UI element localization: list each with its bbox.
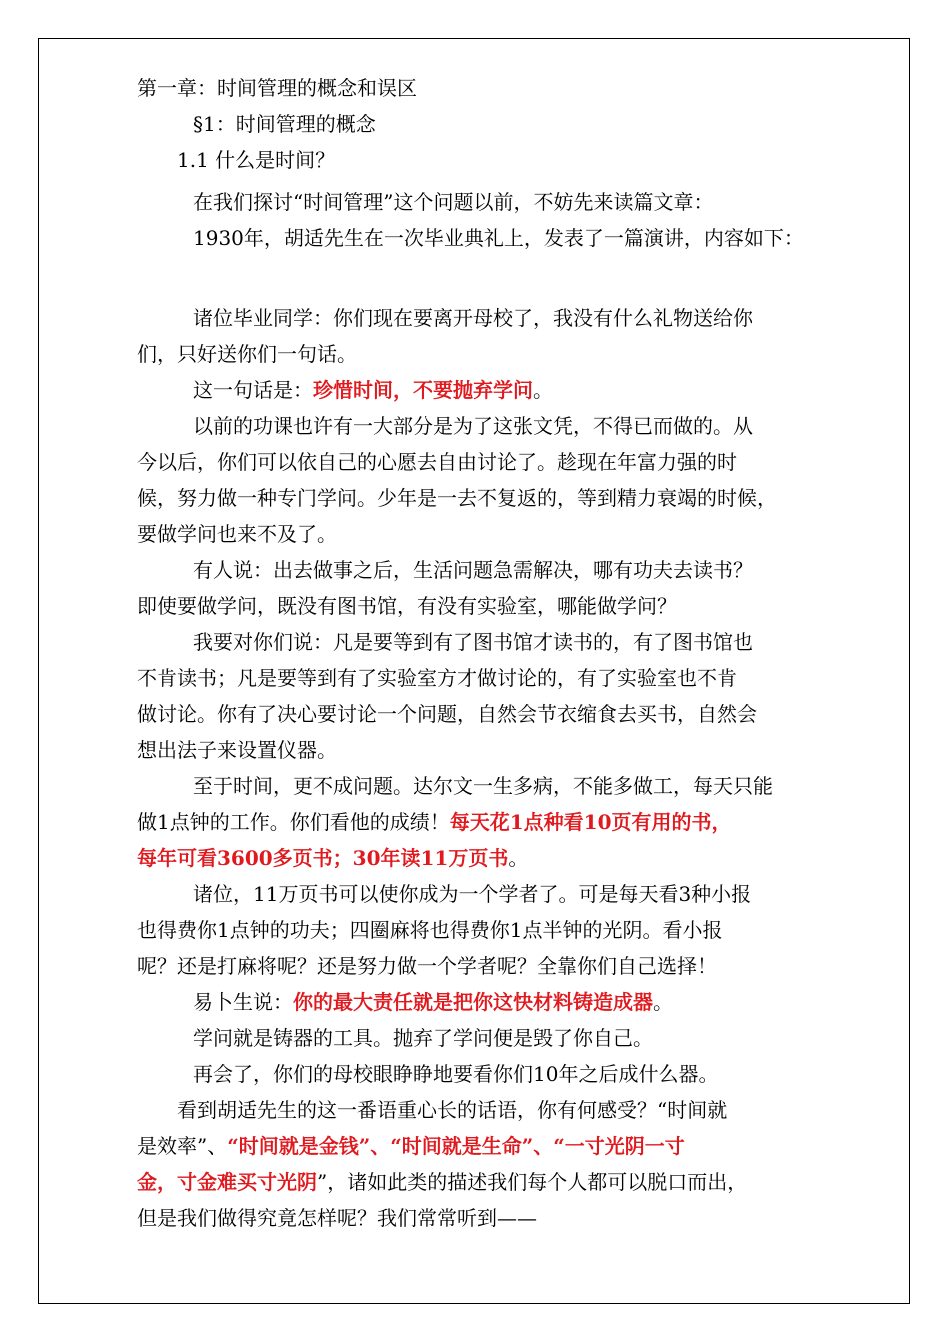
paragraph-line: 我要对你们说：凡是要等到有了图书馆才读书的，有了图书馆也 [193, 630, 753, 654]
text-run: 是效率”、 [137, 1134, 228, 1158]
chapter-title: 第一章：时间管理的概念和误区 [137, 76, 417, 100]
highlight-text: 你的最大责任就是把你这快材料铸造成器 [293, 990, 653, 1014]
paragraph-line: 也得费你1点钟的功夫；四圈麻将也得费你1点半钟的光阴。看小报 [137, 918, 723, 942]
highlight-text: 每年可看3600多页书；30年读11万页书 [137, 846, 509, 870]
document-body [137, 70, 827, 1236]
paragraph-line: 做讨论。你有了决心要讨论一个问题，自然会节衣缩食去买书，自然会 [137, 702, 757, 726]
paragraph-line: 今以后，你们可以依自己的心愿去自由讨论了。趁现在年富力强的时 [137, 450, 737, 474]
paragraph-line [137, 1128, 827, 1164]
paragraph-line [137, 840, 827, 876]
paragraph-line: 至于时间，更不成问题。达尔文一生多病，不能多做工，每天只能 [193, 774, 773, 798]
paragraph-line [137, 1164, 827, 1200]
section-title: §1：时间管理的概念 [193, 112, 376, 136]
paragraph-line: 以前的功课也许有一大部分是为了这张文凭，不得已而做的。从 [193, 414, 753, 438]
paragraph-line: 再会了，你们的母校眼睁睁地要看你们10年之后成什么器。 [193, 1062, 719, 1086]
paragraph-line: 想出法子来设置仪器。 [137, 738, 337, 762]
highlight-text: “时间就是金钱”、“时间就是生命”、“一寸光阴一寸 [227, 1134, 685, 1158]
paragraph-line: 呢？还是打麻将呢？还是努力做一个学者呢？全靠你们自己选择！ [137, 954, 717, 978]
text-run: 。 [533, 378, 553, 402]
text-run: 。 [653, 990, 673, 1014]
paragraph-line: 即使要做学问，既没有图书馆，有没有实验室，哪能做学问？ [137, 594, 677, 618]
paragraph-line [137, 984, 827, 1020]
text-run: 。 [508, 846, 529, 870]
paragraph-line: 们，只好送你们一句话。 [137, 342, 357, 366]
text-run: 做1点钟的工作。你们看他的成绩！ [137, 810, 450, 834]
paragraph-line: 候，努力做一种专门学问。少年是一去不复返的，等到精力衰竭的时候， [137, 486, 777, 510]
paragraph-line: 诸位，11万页书可以使你成为一个学者了。可是每天看3种小报 [193, 882, 752, 906]
intro-line: 1930年，胡适先生在一次毕业典礼上，发表了一篇演讲，内容如下： [193, 226, 804, 250]
paragraph-line [137, 372, 827, 408]
paragraph-line [137, 804, 827, 840]
paragraph-line: 有人说：出去做事之后，生活问题急需解决，哪有功夫去读书？ [193, 558, 753, 582]
highlight-text: 每天花1点种看10页有用的书， [449, 810, 732, 834]
paragraph-line: 要做学问也来不及了。 [137, 522, 337, 546]
blank-line [137, 256, 827, 294]
intro-line: 在我们探讨“时间管理”这个问题以前，不妨先来读篇文章： [193, 190, 714, 214]
highlight-text: 金，寸金难买寸光阴 [137, 1170, 317, 1194]
paragraph-line: 但是我们做得究竟怎样呢？我们常常听到—— [137, 1206, 537, 1230]
text-run: 这一句话是： [193, 378, 313, 402]
paragraph-line: 诸位毕业同学：你们现在要离开母校了，我没有什么礼物送给你 [193, 306, 753, 330]
subsection-title: 1.1 什么是时间？ [177, 148, 336, 172]
highlight-text: 珍惜时间，不要抛弃学问 [313, 378, 533, 402]
text-run: 易卜生说： [193, 990, 293, 1014]
paragraph-line: 不肯读书；凡是要等到有了实验室方才做讨论的，有了实验室也不肯 [137, 666, 737, 690]
paragraph-line: 学问就是铸器的工具。抛弃了学问便是毁了你自己。 [193, 1026, 653, 1050]
text-run: ”，诸如此类的描述我们每个人都可以脱口而出， [317, 1170, 748, 1194]
paragraph-line: 看到胡适先生的这一番语重心长的话语，你有何感受？“时间就 [177, 1098, 728, 1122]
